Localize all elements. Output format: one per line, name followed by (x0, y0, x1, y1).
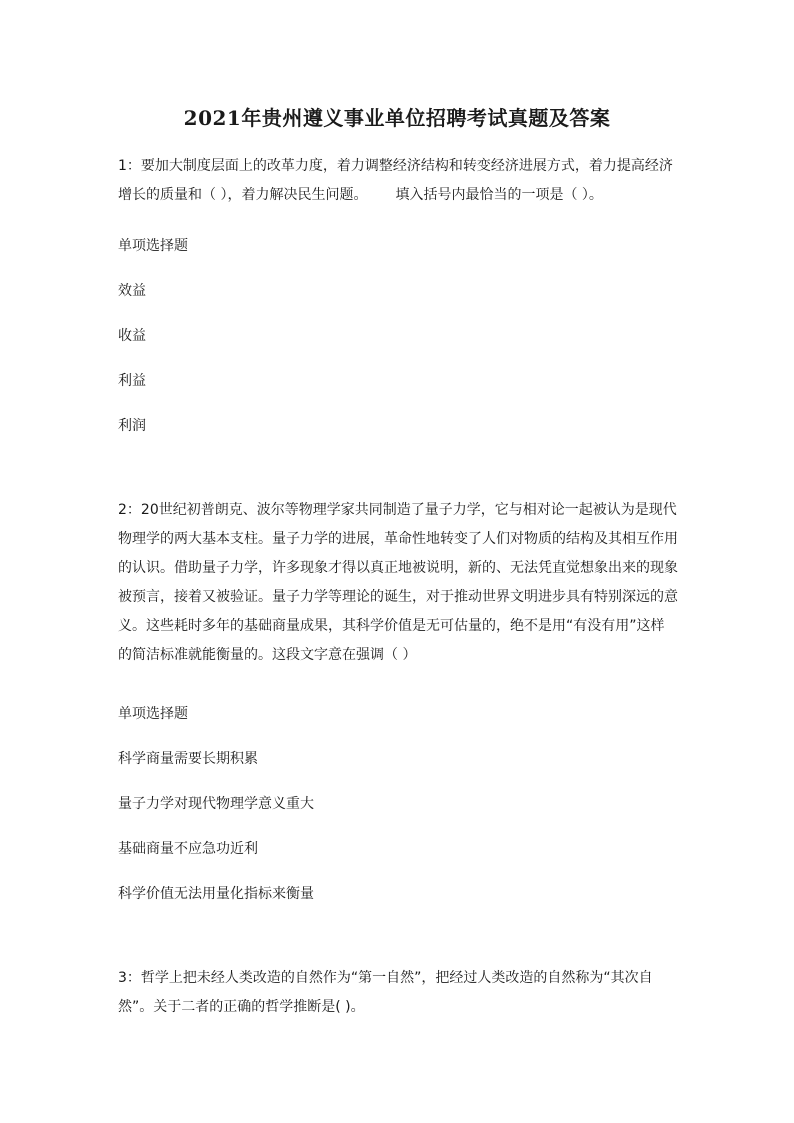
question-2-type: 单项选择题 (118, 706, 188, 722)
question-1-option-c: 利益 (118, 373, 146, 389)
question-1-option-d: 利润 (118, 418, 146, 434)
question-2-stem: 2：20世纪初普朗克、波尔等物理学家共同制造了量子力学，它与相对论一起被认为是现代物理学的两大基本支柱。量子力学的进展，革命性地转变了人们对物质的结构及其相互作用的认识。借助量子力学，许多现象才得以真正地被说明，新的、无法凭直觉想象出来的现象被预言，接着又被验证。量子力学等理论的诞生，对于推动世界文明进步具有特别深远的意义。这些耗时多年的基础商量成果，其科学价值是无可估量的，绝不是用“有没有用”这样的简洁标准就能衡量的。这段文字意在强调（ ） (118, 502, 678, 663)
question-1-option-a: 效益 (118, 283, 146, 299)
question-1-option-b: 收益 (118, 328, 146, 344)
question-2-option-d: 科学价值无法用量化指标来衡量 (118, 886, 314, 902)
question-1-prompt: 填入括号内最恰当的一项是（ ）。 (395, 187, 603, 203)
question-2-option-b: 量子力学对现代物理学意义重大 (118, 796, 314, 812)
question-3-stem: 3：哲学上把未经人类改造的自然作为“第一自然”，把经过人类改造的自然称为“其次自然”。关于二者的正确的哲学推断是( )。 (118, 970, 653, 1015)
question-1-stem-text: 1：要加大制度层面上的改革力度，着力调整经济结构和转变经济进展方式，着力提高经济增长的质量和（ ），着力解决民生问题。 (118, 158, 673, 203)
question-1-stem (118, 152, 678, 210)
question-2-option-c: 基础商量不应急功近利 (118, 841, 258, 857)
page-title: 2021年贵州遵义事业单位招聘考试真题及答案 (183, 106, 611, 130)
question-1-type: 单项选择题 (118, 238, 188, 254)
question-2-option-a: 科学商量需要长期积累 (118, 751, 258, 767)
